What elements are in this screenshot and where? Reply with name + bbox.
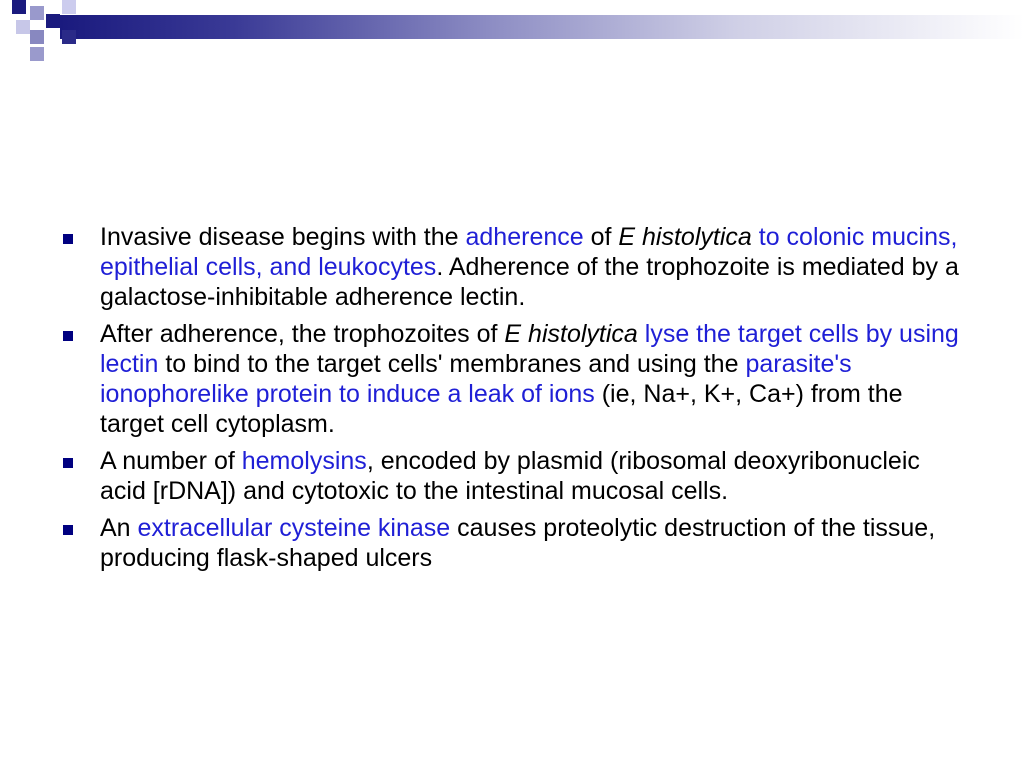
bullet-item	[0, 222, 970, 312]
header-gradient-band	[60, 15, 1024, 39]
bullet-item	[0, 446, 970, 506]
bullet-text: After adherence, the trophozoites of E histolytica lyse the target cells by using lectin to bind to the target cells' membranes and using the parasite's ionophorelike protein to induce a leak of ions (ie, Na+, K+, Ca+) from the target cell cytoplasm.	[100, 320, 959, 438]
decorative-square	[30, 30, 44, 44]
decorative-square	[30, 6, 44, 20]
highlighted-term: extracellular cysteine kinase	[137, 514, 451, 542]
decorative-square	[12, 0, 26, 14]
header-decoration	[0, 0, 1024, 64]
species-name: E histolytica	[504, 320, 638, 348]
decorative-square	[46, 14, 60, 28]
square-bullet-icon	[63, 234, 73, 244]
bullet-item	[0, 319, 970, 439]
bullet-text: An extracellular cysteine kinase causes proteolytic destruction of the tissue, producing flask-shaped ulcers	[100, 514, 936, 572]
highlighted-term: lyse the target cells by using lectin	[100, 320, 959, 378]
highlighted-term: adherence	[465, 223, 584, 251]
decorative-square	[62, 0, 76, 14]
bullet-text: Invasive disease begins with the adherence of E histolytica to colonic mucins, epithelial cells, and leukocytes. Adherence of the trophozoite is mediated by a galactose-inhibitable adherence lectin.	[100, 223, 959, 311]
highlighted-term: to colonic mucins, epithelial cells, and leukocytes	[100, 223, 958, 281]
decorative-square	[30, 47, 44, 61]
bullet-text: A number of hemolysins, encoded by plasmid (ribosomal deoxyribonucleic acid [rDNA]) and cytotoxic to the intestinal mucosal cells.	[100, 447, 920, 505]
square-bullet-icon	[63, 331, 73, 341]
bullet-item	[0, 513, 970, 573]
decorative-square	[62, 30, 76, 44]
decorative-square	[16, 20, 30, 34]
highlighted-term: hemolysins	[241, 447, 367, 475]
slide-body	[0, 222, 1024, 580]
species-name: E histolytica	[618, 223, 752, 251]
highlighted-term: parasite's ionophorelike protein to induce a leak of ions	[100, 350, 852, 408]
square-bullet-icon	[63, 458, 73, 468]
square-bullet-icon	[63, 525, 73, 535]
